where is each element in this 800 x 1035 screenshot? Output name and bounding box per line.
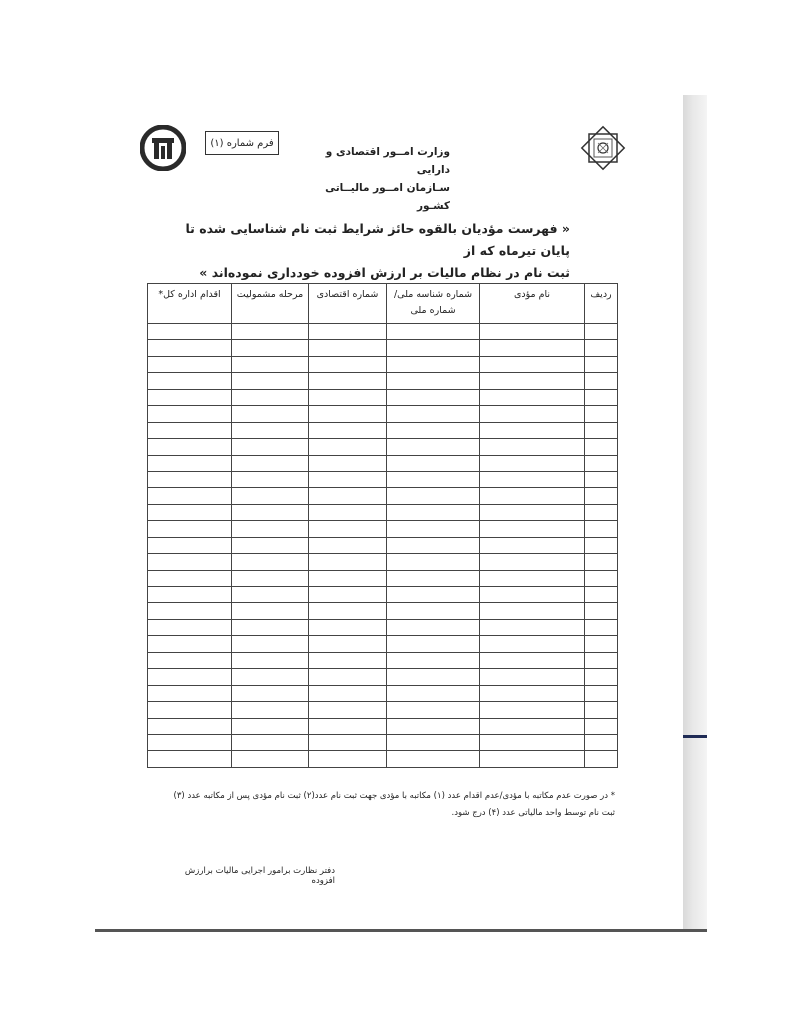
table-cell — [480, 356, 585, 372]
table-cell — [480, 751, 585, 768]
table-cell — [387, 537, 480, 553]
table-row — [148, 504, 618, 520]
table-cell — [309, 751, 387, 768]
table-cell — [387, 652, 480, 668]
table-row — [148, 570, 618, 586]
table-cell — [309, 652, 387, 668]
ministry-emblem-icon — [580, 125, 626, 171]
table-cell — [480, 455, 585, 471]
table-cell — [480, 652, 585, 668]
table-row — [148, 356, 618, 372]
footnote-line-2: ثبت نام توسط واحد مالیاتی عدد (۴) درج شود. — [451, 808, 615, 818]
table-cell — [480, 389, 585, 405]
table-row — [148, 603, 618, 619]
table-cell — [309, 406, 387, 422]
table-cell — [387, 521, 480, 537]
table-cell — [585, 422, 618, 438]
table-cell — [232, 652, 309, 668]
table-cell — [480, 685, 585, 701]
table-row — [148, 636, 618, 652]
table-cell — [480, 554, 585, 570]
table-cell — [585, 619, 618, 635]
scan-edge — [683, 95, 707, 930]
table-cell — [585, 455, 618, 471]
taxpayer-table — [147, 283, 618, 768]
table-cell — [480, 718, 585, 734]
table-cell — [148, 340, 232, 356]
table-row — [148, 521, 618, 537]
table-cell — [309, 685, 387, 701]
table-cell — [232, 471, 309, 487]
table-row — [148, 652, 618, 668]
table-cell — [387, 669, 480, 685]
header-liability-stage: مرحله مشمولیت — [232, 284, 309, 324]
header-national-id: شماره شناسه ملی/ شماره ملی — [387, 284, 480, 324]
table-cell — [232, 521, 309, 537]
table-cell — [387, 636, 480, 652]
table-cell — [309, 356, 387, 372]
table-cell — [480, 702, 585, 718]
table-cell — [148, 537, 232, 553]
scan-bottom-line — [95, 929, 707, 932]
table-cell — [309, 471, 387, 487]
table-row — [148, 587, 618, 603]
table-cell — [585, 389, 618, 405]
table-cell — [232, 406, 309, 422]
table-cell — [232, 685, 309, 701]
table-cell — [232, 554, 309, 570]
header-economic-number: شماره اقتصادی — [309, 284, 387, 324]
table-cell — [585, 751, 618, 768]
title-line-1: « فهرست مؤدیان بالقوه حائز شرایط ثبت نام شناسایی شده تا پایان تیرماه که از — [185, 221, 570, 258]
table-row — [148, 455, 618, 471]
table-cell — [585, 718, 618, 734]
table-cell — [148, 619, 232, 635]
table-row — [148, 406, 618, 422]
table-row — [148, 537, 618, 553]
table-cell — [309, 340, 387, 356]
table-cell — [232, 669, 309, 685]
table-cell — [148, 702, 232, 718]
table-cell — [309, 488, 387, 504]
table-cell — [480, 373, 585, 389]
table-cell — [480, 603, 585, 619]
table-cell — [387, 406, 480, 422]
table-cell — [148, 718, 232, 734]
table-cell — [232, 439, 309, 455]
table-cell — [387, 718, 480, 734]
table-cell — [480, 324, 585, 340]
table-row — [148, 324, 618, 340]
table-cell — [148, 554, 232, 570]
table-cell — [232, 619, 309, 635]
table-cell — [232, 373, 309, 389]
table-cell — [148, 471, 232, 487]
table-cell — [309, 718, 387, 734]
table-cell — [480, 422, 585, 438]
table-cell — [585, 636, 618, 652]
table-cell — [585, 488, 618, 504]
table-cell — [232, 455, 309, 471]
table-cell — [148, 685, 232, 701]
table-cell — [309, 324, 387, 340]
header-row-number: ردیف — [585, 284, 618, 324]
table-cell — [232, 570, 309, 586]
table-cell — [148, 652, 232, 668]
table-cell — [309, 422, 387, 438]
table-cell — [387, 340, 480, 356]
table-cell — [148, 356, 232, 372]
table-row — [148, 554, 618, 570]
table-cell — [387, 603, 480, 619]
table-cell — [480, 521, 585, 537]
table-cell — [585, 702, 618, 718]
tax-organization-logo-icon — [140, 125, 186, 171]
table-row — [148, 373, 618, 389]
form-number-box: فرم شماره (۱) — [205, 131, 279, 155]
table-row — [148, 685, 618, 701]
table-cell — [585, 356, 618, 372]
table-cell — [480, 537, 585, 553]
table-cell — [480, 636, 585, 652]
table-cell — [387, 422, 480, 438]
table-cell — [148, 636, 232, 652]
table-cell — [387, 455, 480, 471]
footnote — [160, 788, 615, 822]
table-cell — [387, 471, 480, 487]
table-cell — [148, 734, 232, 750]
table-cell — [148, 587, 232, 603]
table-row — [148, 619, 618, 635]
issuing-office: دفتر نظارت برامور اجرایی مالیات برارزش افزوده — [184, 866, 335, 886]
table-cell — [232, 718, 309, 734]
table-cell — [148, 406, 232, 422]
table-cell — [232, 734, 309, 750]
table-cell — [387, 685, 480, 701]
table-cell — [480, 619, 585, 635]
table-cell — [387, 619, 480, 635]
ministry-heading — [315, 143, 450, 215]
table-row — [148, 340, 618, 356]
table-cell — [309, 587, 387, 603]
table-cell — [387, 587, 480, 603]
table-cell — [387, 702, 480, 718]
table-cell — [148, 669, 232, 685]
table-cell — [480, 669, 585, 685]
table-cell — [585, 652, 618, 668]
table-cell — [585, 587, 618, 603]
table-cell — [480, 406, 585, 422]
table-cell — [309, 702, 387, 718]
table-cell — [585, 471, 618, 487]
table-cell — [480, 734, 585, 750]
table-row — [148, 422, 618, 438]
table-cell — [232, 340, 309, 356]
table-cell — [387, 734, 480, 750]
table-cell — [309, 619, 387, 635]
table-cell — [585, 669, 618, 685]
table-cell — [585, 340, 618, 356]
scan-edge-mark — [683, 735, 707, 738]
table-cell — [148, 455, 232, 471]
table-cell — [232, 389, 309, 405]
table-cell — [148, 373, 232, 389]
page-title — [160, 218, 570, 284]
table-cell — [387, 751, 480, 768]
table-row — [148, 702, 618, 718]
table-cell — [148, 439, 232, 455]
table-row — [148, 734, 618, 750]
table-cell — [309, 554, 387, 570]
table-row — [148, 471, 618, 487]
table-cell — [387, 439, 480, 455]
table-cell — [148, 570, 232, 586]
table-cell — [148, 389, 232, 405]
table-cell — [585, 504, 618, 520]
table-cell — [585, 685, 618, 701]
table-row — [148, 439, 618, 455]
table-cell — [232, 537, 309, 553]
table-row — [148, 389, 618, 405]
table-cell — [387, 488, 480, 504]
header-office-action: اقدام اداره کل* — [148, 284, 232, 324]
table-cell — [232, 488, 309, 504]
title-line-2: ثبت نام در نظام مالیات بر ارزش افزوده خودداری نموده‌اند » — [199, 265, 570, 280]
table-cell — [309, 455, 387, 471]
organization-name: سـازمان امــور مالیــاتی کشـور — [325, 182, 450, 212]
table-cell — [309, 570, 387, 586]
table-cell — [309, 636, 387, 652]
table-cell — [148, 751, 232, 768]
table-cell — [148, 504, 232, 520]
table-cell — [148, 324, 232, 340]
table-row — [148, 718, 618, 734]
table-cell — [585, 439, 618, 455]
table-cell — [387, 389, 480, 405]
table-cell — [480, 340, 585, 356]
table-cell — [480, 471, 585, 487]
table-cell — [232, 587, 309, 603]
table-cell — [387, 504, 480, 520]
table-cell — [309, 439, 387, 455]
table-cell — [387, 356, 480, 372]
table-cell — [309, 603, 387, 619]
table-cell — [232, 702, 309, 718]
table-cell — [309, 734, 387, 750]
table-cell — [232, 356, 309, 372]
table-cell — [585, 537, 618, 553]
table-cell — [232, 504, 309, 520]
table-row — [148, 669, 618, 685]
table-cell — [585, 570, 618, 586]
table-cell — [232, 603, 309, 619]
table-row — [148, 751, 618, 768]
table-cell — [309, 669, 387, 685]
table-cell — [309, 504, 387, 520]
table-cell — [585, 603, 618, 619]
table-cell — [480, 587, 585, 603]
table-cell — [585, 406, 618, 422]
table-cell — [585, 554, 618, 570]
table-cell — [309, 537, 387, 553]
table-cell — [232, 751, 309, 768]
table-cell — [232, 324, 309, 340]
table-cell — [387, 554, 480, 570]
table-cell — [232, 422, 309, 438]
table-cell — [480, 504, 585, 520]
table-cell — [480, 488, 585, 504]
table-row — [148, 488, 618, 504]
table-cell — [585, 324, 618, 340]
table-cell — [148, 422, 232, 438]
table-header-row — [148, 284, 618, 324]
table-cell — [387, 324, 480, 340]
table-cell — [148, 603, 232, 619]
table-cell — [309, 521, 387, 537]
table-cell — [480, 570, 585, 586]
footnote-line-1: * در صورت عدم مکاتبه با مؤدی/عدم اقدام عدد (۱) مکاتبه با مؤدی جهت ثبت نام عدد(۲) ثبت نام مؤدی پس از مکاتبه عدد (۳) — [173, 791, 615, 801]
table-cell — [387, 570, 480, 586]
table-cell — [309, 389, 387, 405]
table-cell — [309, 373, 387, 389]
ministry-name: وزارت امــور اقتصادی و دارایی — [325, 146, 450, 176]
table-cell — [148, 488, 232, 504]
header-taxpayer-name: نام مؤدی — [480, 284, 585, 324]
table-cell — [148, 521, 232, 537]
table-cell — [480, 439, 585, 455]
table-cell — [232, 636, 309, 652]
table-cell — [585, 521, 618, 537]
table-cell — [387, 373, 480, 389]
table-cell — [585, 373, 618, 389]
table-cell — [585, 734, 618, 750]
